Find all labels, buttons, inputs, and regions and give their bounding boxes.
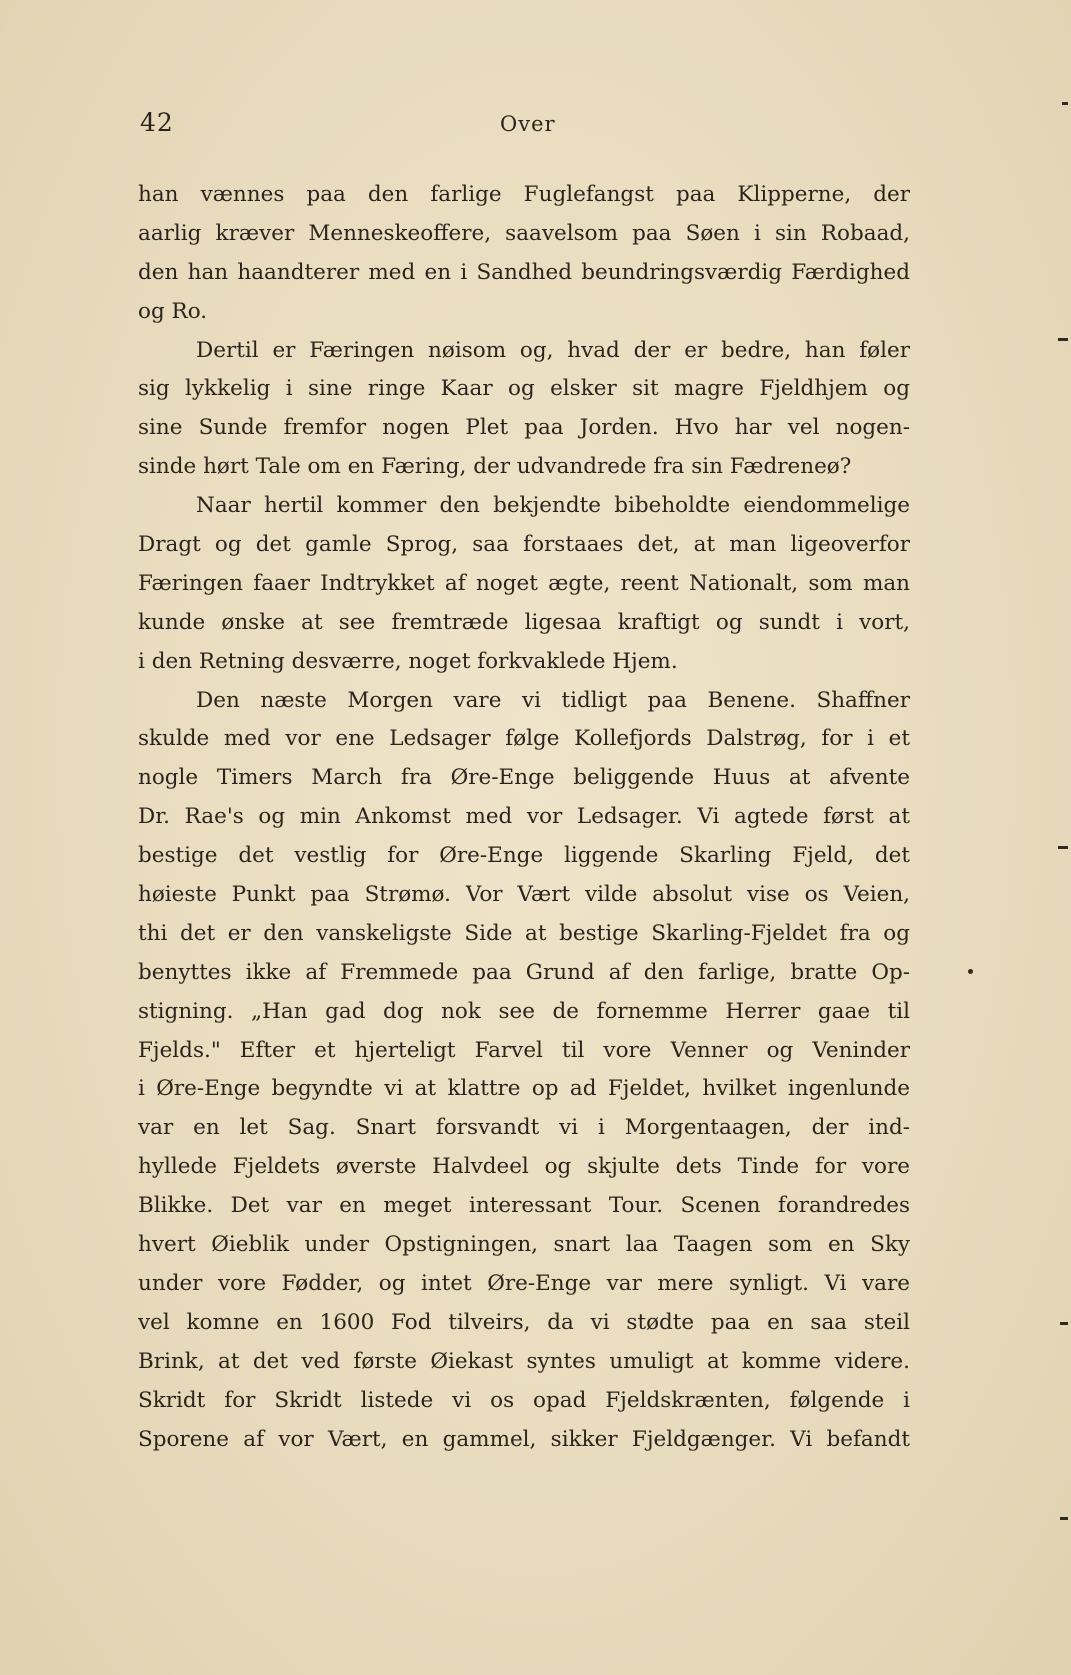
text-line: aarlig kræver Menneskeoffere, saavelsom paa Søen i sin Robaad, <box>138 220 910 246</box>
scan-mark <box>1058 846 1068 849</box>
text-line: nogle Timers March fra Øre-Enge beliggende Huus at afvente <box>138 765 910 791</box>
text-line: bestige det vestlig for Øre-Enge liggende Skarling Fjeld, det <box>138 843 910 869</box>
text-line: sinde hørt Tale om en Færing, der udvandrede fra sin Fædreneø? <box>138 454 852 480</box>
text-line: Blikke. Det var en meget interessant Tour. Scenen forandredes <box>138 1193 910 1219</box>
text-line: høieste Punkt paa Strømø. Vor Vært vilde absolut vise os Veien, <box>138 882 910 908</box>
text-line: Dertil er Færingen nøisom og, hvad der er bedre, han føler <box>196 337 910 363</box>
scan-mark <box>1058 338 1068 341</box>
text-line: skulde med vor ene Ledsager følge Kollefjords Dalstrøg, for i et <box>138 726 910 752</box>
text-line: Brink, at det ved første Øiekast syntes umuligt at komme videre. <box>138 1348 910 1374</box>
text-line: sine Sunde fremfor nogen Plet paa Jorden. Hvo har vel nogen- <box>138 415 910 441</box>
text-line: thi det er den vanskeligste Side at bestige Skarling-Fjeldet fra og <box>138 920 910 946</box>
text-line: stigning. „Han gad dog nok see de fornemme Herrer gaae til <box>138 998 910 1024</box>
text-line: hvert Øieblik under Opstigningen, snart laa Taagen som en Sky <box>138 1232 910 1258</box>
page-header <box>140 108 910 148</box>
text-line: Dragt og det gamle Sprog, saa forstaaes det, at man ligeoverfor <box>138 532 910 558</box>
text-line: den han haandterer med en i Sandhed beundringsværdig Færdighed <box>138 259 910 285</box>
body-text <box>138 176 910 1459</box>
text-line: var en let Sag. Snart forsvandt vi i Morgentaagen, der ind- <box>138 1115 910 1141</box>
text-line: benyttes ikke af Fremmede paa Grund af den farlige, bratte Op- <box>138 959 910 985</box>
text-line: Den næste Morgen vare vi tidligt paa Benene. Shaffner <box>196 687 910 713</box>
text-line: sig lykkelig i sine ringe Kaar og elsker sit magre Fjeldhjem og <box>138 376 910 402</box>
text-line: i Øre-Enge begyndte vi at klattre op ad Fjeldet, hvilket ingenlunde <box>138 1076 910 1102</box>
text-line: Naar hertil kommer den bekjendte bibeholdte eiendommelige <box>196 493 910 519</box>
text-line: Skridt for Skridt listede vi os opad Fjeldskrænten, følgende i <box>138 1387 910 1413</box>
text-line: Fjelds." Efter et hjerteligt Farvel til vore Venner og Veninder <box>138 1037 910 1063</box>
text-line: han vænnes paa den farlige Fuglefangst paa Klipperne, der <box>138 182 910 207</box>
text-line: under vore Fødder, og intet Øre-Enge var mere synligt. Vi vare <box>138 1270 910 1296</box>
text-line: og Ro. <box>138 298 208 324</box>
scan-mark <box>1060 1322 1068 1325</box>
text-line: Sporene af vor Vært, en gammel, sikker Fjeldgænger. Vi befandt <box>138 1426 910 1452</box>
text-line: Dr. Rae's og min Ankomst med vor Ledsager. Vi agtede først at <box>138 804 910 830</box>
text-line: hyllede Fjeldets øverste Halvdeel og skjulte dets Tinde for vore <box>138 1154 910 1180</box>
text-line: vel komne en 1600 Fod tilveirs, da vi stødte paa en saa steil <box>138 1309 910 1335</box>
scan-mark <box>968 969 973 974</box>
text-line: Færingen faaer Indtrykket af noget ægte, reent Nationalt, som man <box>138 570 910 596</box>
scan-mark <box>1060 1517 1068 1520</box>
scan-mark <box>1062 102 1068 105</box>
running-head: Over <box>500 112 556 136</box>
page-number: 42 <box>140 108 174 137</box>
text-line: i den Retning desværre, noget forkvaklede Hjem. <box>138 648 678 674</box>
text-line: kunde ønske at see fremtræde ligesaa kraftigt og sundt i vort, <box>138 609 910 635</box>
